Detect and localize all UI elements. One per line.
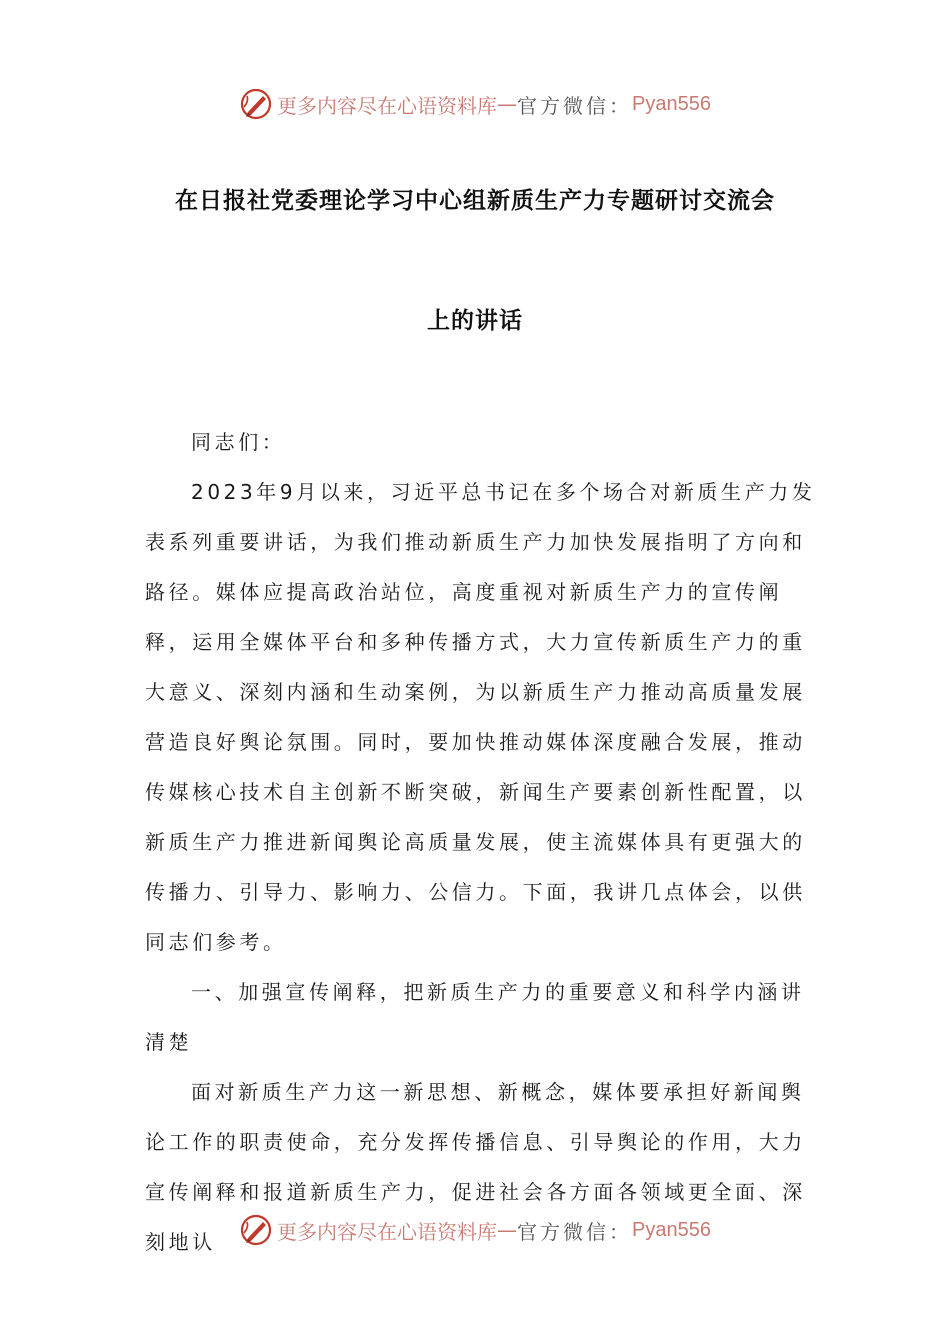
pen-logo-icon — [239, 1213, 273, 1247]
document-body — [145, 417, 817, 1267]
footer-wechat-label: 官方微信： — [517, 1219, 633, 1244]
banner-dash: — — [497, 92, 518, 116]
banner-wechat-id: Pyan556 — [632, 92, 711, 115]
header-banner — [0, 84, 950, 124]
pen-logo-icon — [239, 87, 273, 121]
footer-banner — [0, 1210, 950, 1250]
salutation: 同志们： — [191, 430, 286, 454]
banner-slogan: 更多内容尽在心语资料库 — [277, 93, 498, 118]
footer-dash: — — [497, 1218, 518, 1242]
document-title-line-1: 在日报社党委理论学习中心组新质生产力专题研讨交流会 — [175, 188, 775, 214]
footer-wechat-id: Pyan556 — [632, 1218, 711, 1241]
document-title-line-2: 上的讲话 — [427, 308, 523, 334]
banner-wechat-label: 官方微信： — [517, 93, 633, 118]
paragraph-2: 面对新质生产力这一新思想、新概念，媒体要承担好新闻舆论工作的职责使命，充分发挥传播信息、引导舆论的作用，大力宣传阐释和报道新质生产力，促进社会各方面各领域更全面、深刻地认 — [145, 1080, 806, 1254]
footer-slogan: 更多内容尽在心语资料库 — [277, 1219, 498, 1244]
section-1-heading: 一、加强宣传阐释，把新质生产力的重要意义和科学内涵讲清楚 — [145, 980, 805, 1054]
paragraph-1: 2023年9月以来，习近平总书记在多个场合对新质生产力发表系列重要讲话，为我们推动新质生产力加快发展指明了方向和路径。媒体应提高政治站位，高度重视对新质生产力的宣传阐释，运用全媒体平台和多种传播方式，大力宣传新质生产力的重大意义、深刻内涵和生动案例，为以新质生产力推动高质量发展营造良好舆论氛围。同时，要加快推动媒体深度融合发展，推动传媒核心技术自主创新不断突破，新闻生产要素创新性配置，以新质生产力推进新闻舆论高质量发展，使主流媒体具有更强大的传播力、引导力、影响力、公信力。下面，我讲几点体会，以供同志们参考。 — [145, 480, 816, 954]
